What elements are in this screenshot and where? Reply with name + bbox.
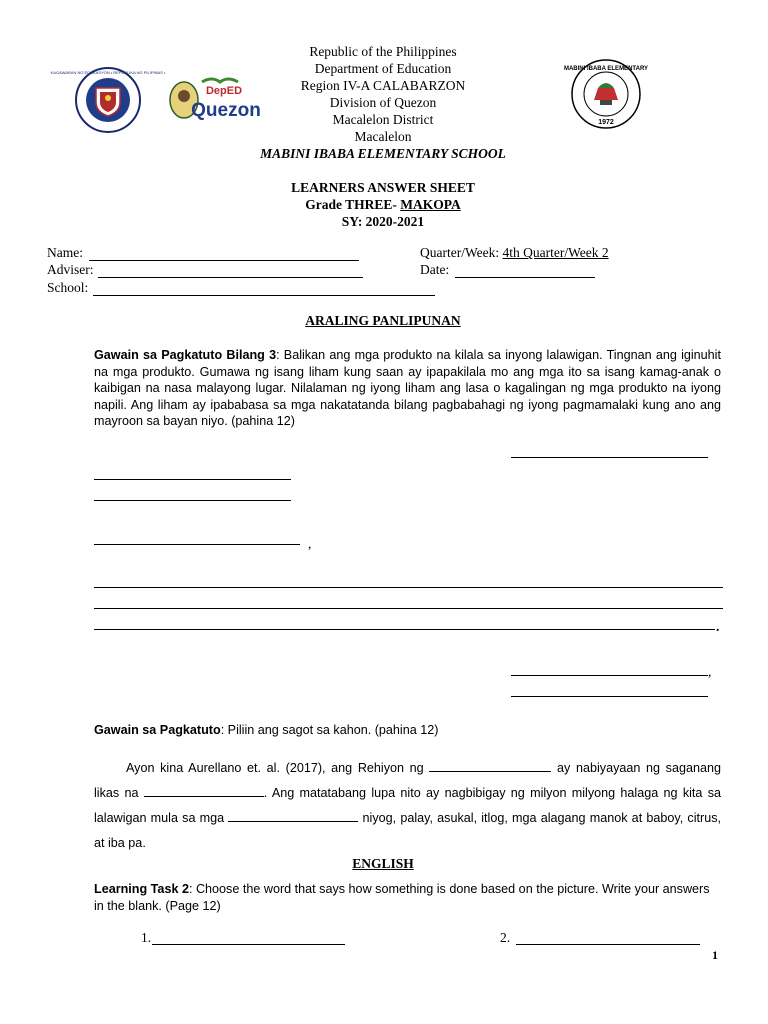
adviser-input-line[interactable] [98,277,363,278]
school-name: MABINI IBABA ELEMENTARY SCHOOL [260,146,506,161]
fill-blank-products[interactable] [228,810,358,822]
sheet-title-block [200,179,566,230]
letter-salutation-line[interactable] [94,544,300,545]
letter-body-line-2[interactable] [94,608,723,609]
quezon-logo-small: DepED [205,85,243,97]
header-line: Macalelon [354,129,412,144]
header-line: Department of Education [314,61,452,76]
grade-label: Grade THREE- [305,197,401,212]
grade-line [200,196,566,213]
page-number: 1 [712,948,718,962]
answer-item-1-label: 1. [141,930,152,945]
fill-text-2: ay nabiyayaan ng saganang likas na [94,761,722,800]
fill-text-4: niyog, palay, asukal, itlog, mga alagang manok at baboy, citrus, at iba pa. [94,811,722,850]
fill-text-1: Ayon kina Aurellano et. al. (2017), ang Rehiyon ng [126,761,424,775]
date-label: Date: [420,262,450,277]
school-seal-text: MABINI IBABA ELEMENTARY [563,66,649,72]
answer-item-1-line[interactable] [152,944,345,945]
school-input-line[interactable] [93,295,435,296]
fill-blank-region[interactable] [429,760,551,772]
quarter-week [420,245,609,261]
letter-body-line-1[interactable] [94,587,723,588]
deped-seal-logo [50,66,166,134]
sheet-title: LEARNERS ANSWER SHEET [291,180,475,195]
letter-signature-line[interactable] [511,696,708,697]
header-line: Division of Quezon [329,95,437,110]
school-seal-logo [563,58,649,130]
name-input-line[interactable] [89,260,359,261]
letter-date-line[interactable] [511,457,708,458]
english-task-label: Learning Task 2 [94,882,189,896]
letter-closing-line[interactable] [511,675,708,676]
ap-task-text: : Piliin ang sagot sa kahon. (pahina 12) [220,723,439,737]
answer-item-2-line[interactable] [516,944,700,945]
ap-task3-paragraph [94,347,721,430]
deped-seal-text: KAGAWARAN NG EDUKASYON • REPUBLIKA NG PILIPINAS • [50,70,166,75]
school-label: School: [47,280,89,295]
ap-task-label: Gawain sa Pagkatuto [94,723,221,737]
name-label: Name: [47,245,83,260]
salutation-comma: , [308,536,312,551]
adviser-label: Adviser: [47,262,94,277]
ap-fill-paragraph [94,756,721,856]
quarter-value: 4th Quarter/Week 2 [502,245,609,260]
agency-header [220,43,546,162]
english-heading: ENGLISH [352,856,414,871]
english-task-text: : Choose the word that says how something is done based on the picture. Write your answers in the blank. (Page 12) [94,882,710,913]
ap-task3-text: : Balikan ang mga produkto na kilala sa inyong lalawigan. Tingnan ang iginuhit na mga produkto. Gumawa ng isang liham kung saan ay ipapakilala mo ang mga ito sa isang kamag-anak o kaibigan na nasa malayong lugar. Nilalaman ng iyong liham ang lasa o kagalingan ng mga produkto na iyong napili. Ang liham ay ipababasa sa mga nakatatanda bilang pagbabahagi ng iyong pagmamalaki kung ano ang mayroon sa bayan niyo. (pahina 12) [94,348,721,428]
header-line: Region IV-A CALABARZON [300,78,466,93]
fill-blank-resources[interactable] [144,785,264,797]
quezon-logo-text: Quezon [191,100,261,121]
header-line: Republic of the Philippines [309,44,457,59]
ap-task-instruction [94,722,721,738]
answer-item-2-label: 2. [500,930,511,945]
header-line: Macalelon District [332,112,434,127]
school-year: SY: 2020-2021 [341,214,425,229]
grade-section: MAKOPA [400,197,461,212]
letter-body-line-3[interactable] [94,629,715,630]
body-period: . [716,619,720,634]
school-seal-year: 1972 [598,119,614,126]
english-task-paragraph [94,881,721,914]
closing-comma: , [708,664,712,679]
letter-address-line-2[interactable] [94,500,291,501]
ap-heading: ARALING PANLIPUNAN [305,313,461,328]
fill-text-3: . Ang matatabang lupa nito ay nagbibigay ng milyon milyong halaga ng kita sa lalawigan mula sa mga [94,786,721,825]
ap-task3-label: Gawain sa Pagkatuto Bilang 3 [94,348,277,362]
date-input-line[interactable] [455,277,595,278]
quarter-label: Quarter/Week: [420,245,503,260]
letter-address-line-1[interactable] [94,479,291,480]
